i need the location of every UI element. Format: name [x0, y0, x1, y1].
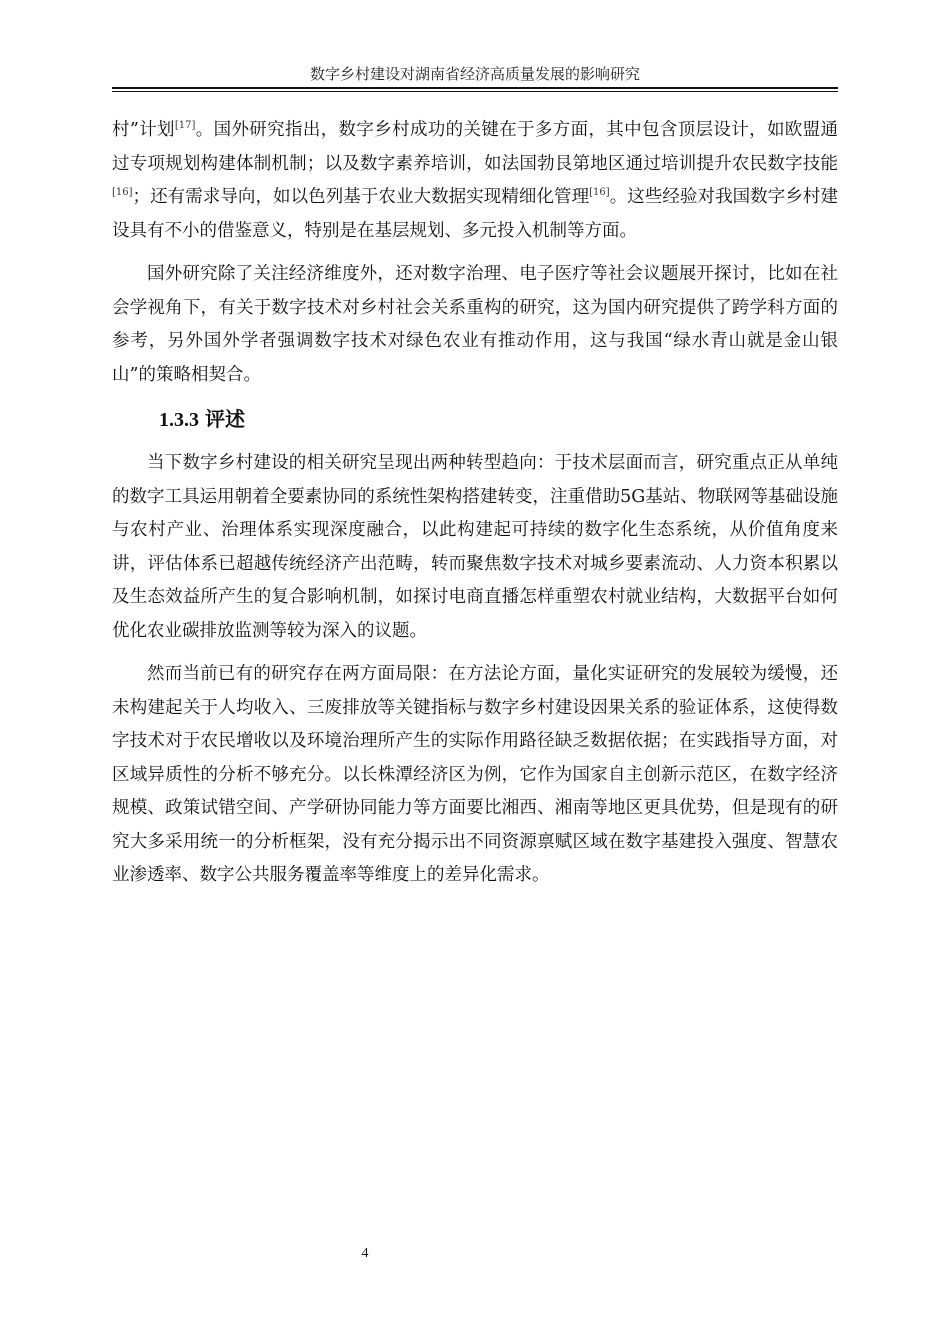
running-header: 数字乡村建设对湖南省经济高质量发展的影响研究 [309, 65, 640, 83]
section-title: 评述 [205, 407, 245, 431]
page-number: 4 [361, 1246, 369, 1261]
header-rule-thin [112, 91, 838, 92]
paragraph-text: 。这些经验对我国数字乡村建设具有不小的借鉴意义，特别是在基层规划、多元投入机制等方面。 [112, 187, 838, 241]
paragraph-foreign-experience [112, 114, 838, 248]
paragraph-text: 。国外研究指出，数字乡村成功的关键在于多方面，其中包含顶层设计，如欧盟通过专项规划构建体制机制；以及数字素养培训，如法国勃艮第地区通过培训提升农民数字技能 [112, 120, 839, 174]
paragraph-trends: 当下数字乡村建设的相关研究呈现出两种转型趋向：于技术层面而言，研究重点正从单纯的数字工具运用朝着全要素协同的系统性架构搭建转变，注重借助5G基站、物联网等基础设施与农村产业、治理体系实现深度融合，以此构建起可持续的数字化生态系统，从价值角度来讲，评估体系已超越传统经济产出范畴，转而聚焦数字技术对城乡要素流动、人力资本积累以及生态效益所产生的复合影响机制，如探讨电商直播怎样重塑农村就业结构，大数据平台如何优化农业碳排放监测等较为深入的议题。 [112, 453, 838, 641]
section-number: 1.3.3 [159, 409, 199, 431]
citation-ref: [17] [174, 120, 196, 132]
section-heading [112, 404, 838, 435]
citation-ref: [16] [112, 187, 133, 199]
paragraph-text: 村”计划 [112, 120, 175, 140]
header-rule-thick [112, 87, 838, 89]
paragraph-social-issues: 国外研究除了关注经济维度外，还对数字治理、电子医疗等社会议题展开探讨，比如在社会学视角下，有关于数字技术对乡村社会关系重构的研究，这为国内研究提供了跨学科方面的参考，另外国外学者强调数字技术对绿色农业有推动作用，这与我国“绿水青山就是金山银山”的策略相契合。 [112, 264, 838, 385]
paragraph-limitations: 然而当前已有的研究存在两方面局限：在方法论方面，量化实证研究的发展较为缓慢，还未构建起关于人均收入、三废排放等关键指标与数字乡村建设因果关系的验证体系，这使得数字技术对于农民增收以及环境治理所产生的实际作用路径缺乏数据依据；在实践指导方面，对区域异质性的分析不够充分。以长株潭经济区为例，它作为国家自主创新示范区，在数字经济规模、政策试错空间、产学研协同能力等方面要比湘西、湘南等地区更具优势，但是现有的研究大多采用统一的分析框架，没有充分揭示出不同资源禀赋区域在数字基建投入强度、智慧农业渗透率、数字公共服务覆盖率等维度上的差异化需求。 [112, 664, 838, 885]
citation-ref: [16] [589, 187, 610, 199]
body-content [112, 114, 838, 893]
paragraph-text: ；还有需求导向，如以色列基于农业大数据实现精细化管理 [132, 187, 590, 207]
